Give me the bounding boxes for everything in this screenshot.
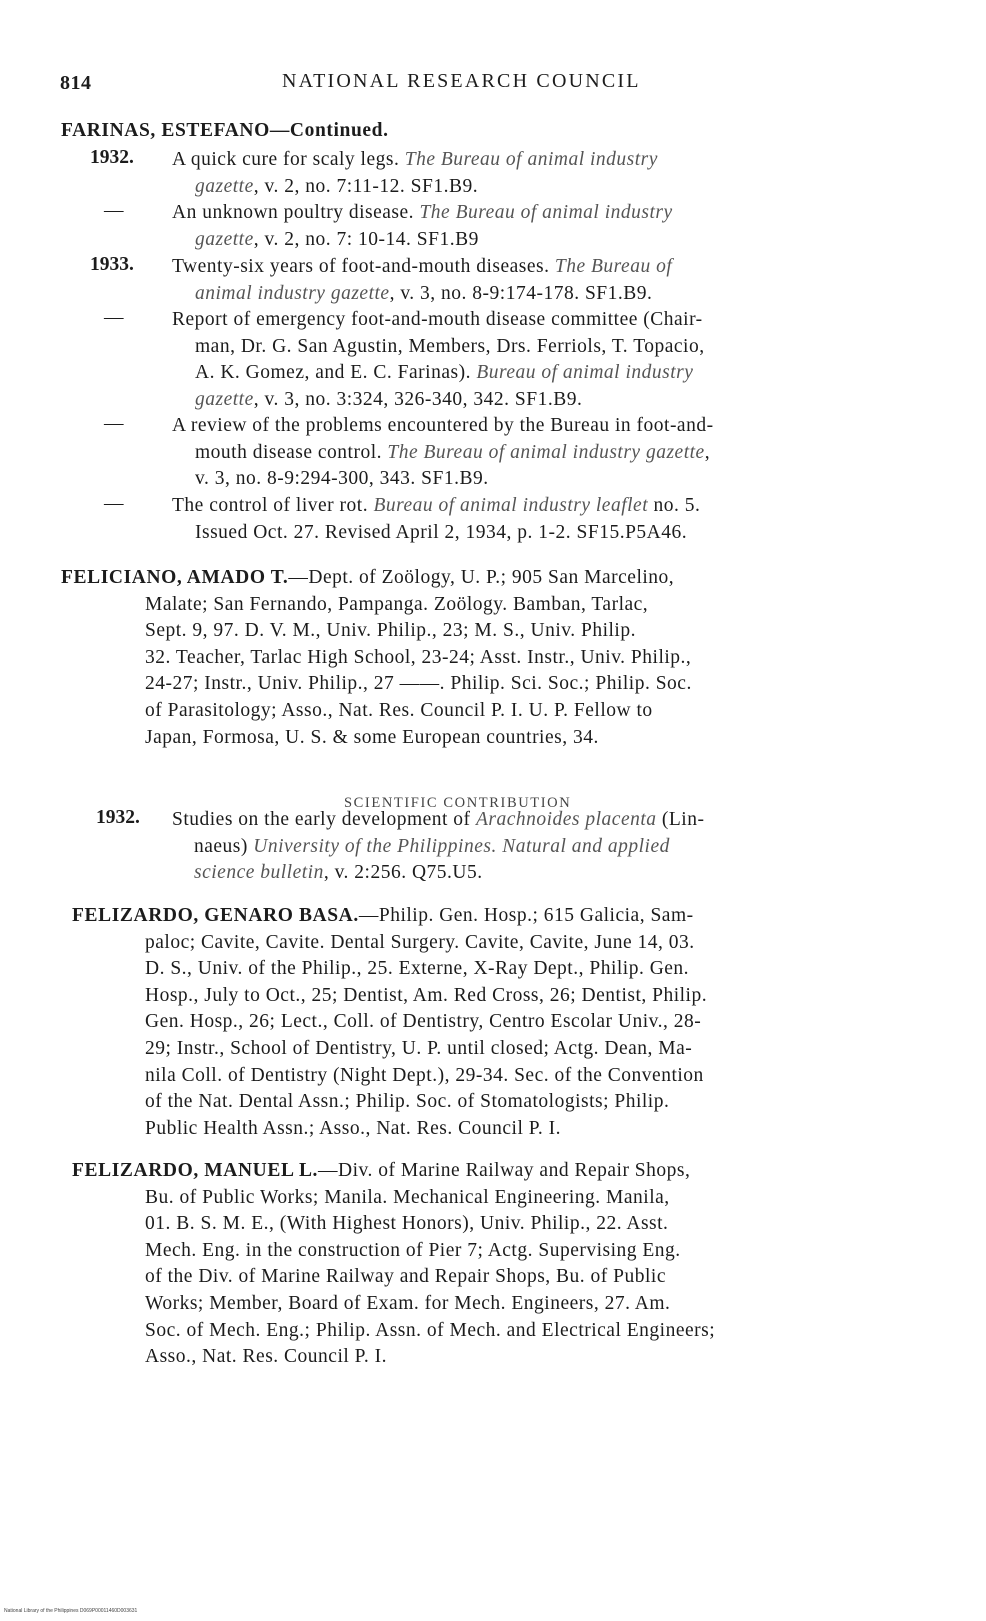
text-segment: , v. 3, no. 8-9:174-178. SF1.B9.	[389, 282, 653, 304]
text-line: v. 3, no. 8-9:294-300, 343. SF1.B9.	[195, 468, 489, 490]
publication-entry-line	[172, 307, 703, 334]
publication-entry-line	[195, 520, 687, 547]
text-line	[195, 227, 479, 254]
text-segment: Twenty-six years of foot-and-mouth diseases.	[172, 256, 555, 277]
publication-entry-line	[172, 254, 672, 281]
publication-title: The Bureau of animal industry	[419, 202, 673, 223]
text-line: Sept. 9, 97. D. V. M., Univ. Philip., 23; M. S., Univ. Philip.	[145, 620, 636, 642]
entry-felizardo-genaro	[72, 903, 908, 930]
text-segment: (Lin-	[656, 809, 705, 830]
text-line: Gen. Hosp., 26; Lect., Coll. of Dentistry, Centro Escolar Univ., 28-	[145, 1011, 702, 1033]
text-line: man, Dr. G. San Agustin, Members, Drs. Ferriols, T. Topacio,	[195, 335, 705, 357]
text-line: nila Coll. of Dentistry (Night Dept.), 29-34. Sec. of the Convention	[145, 1064, 704, 1086]
text-line: 32. Teacher, Tarlac High School, 23-24; Asst. Instr., Univ. Philip.,	[145, 646, 692, 668]
entry-text: —Div. of Marine Railway and Repair Shops,	[318, 1160, 691, 1181]
publication-title: The Bureau of	[554, 256, 673, 277]
text-line: A review of the problems encountered by the Bureau in foot-and-	[172, 415, 714, 436]
entry-line	[72, 1158, 908, 1185]
scientific-contribution	[172, 807, 908, 887]
running-title: NATIONAL RESEARCH COUNCIL	[282, 70, 641, 92]
entry-name: FELIZARDO, GENARO BASA.	[72, 905, 359, 926]
publication-title: animal industry gazette	[195, 282, 390, 304]
publication-title: The Bureau of animal industry	[404, 149, 658, 170]
entry-feliciano	[61, 565, 909, 592]
text-line: Issued Oct. 27. Revised April 2, 1934, p. 1-2. SF15.P5A46.	[195, 521, 688, 543]
text-line	[195, 387, 582, 414]
text-line: Soc. of Mech. Eng.; Philip. Assn. of Mech. and Electrical Engineers;	[145, 1319, 716, 1341]
text-segment: , v. 2:256. Q75.U5.	[323, 862, 483, 884]
publication-entry-line	[195, 174, 478, 201]
text-line	[172, 200, 673, 227]
publication-title: University of the Philippines. Natural and applied	[253, 835, 670, 857]
text-line: Public Health Assn.; Asso., Nat. Res. Council P. I.	[145, 1117, 562, 1139]
text-line: Malate; San Fernando, Pampanga. Zoölogy. Bamban, Tarlac,	[145, 593, 649, 615]
publication-title: science bulletin	[194, 862, 324, 884]
publication-year: 1933.	[90, 254, 134, 275]
publication-title: gazette	[195, 228, 254, 250]
text-line: of Parasitology; Asso., Nat. Res. Council P. I. U. P. Fellow to	[145, 699, 653, 721]
publication-title: Bureau of animal industry	[476, 362, 694, 384]
text-line	[172, 834, 908, 861]
text-line: 01. B. S. M. E., (With Highest Honors), Univ. Philip., 22. Asst.	[145, 1213, 669, 1235]
publication-entry-line	[195, 281, 652, 308]
text-segment: A quick cure for scaly legs.	[172, 149, 405, 170]
text-line: D. S., Univ. of the Philip., 25. Externe, X-Ray Dept., Philip. Gen.	[145, 958, 690, 980]
text-line	[195, 281, 652, 308]
scan-footer: National Library of the Philippines D069P00011460D003631	[4, 1608, 138, 1614]
entry-line	[61, 565, 909, 592]
text-segment: no. 5.	[648, 495, 701, 516]
entry-felizardo-manuel	[72, 1158, 908, 1185]
text-line: paloc; Cavite, Cavite. Dental Surgery. Cavite, Cavite, June 14, 03.	[145, 931, 695, 953]
publication-year: —	[104, 493, 124, 514]
publication-entry-line	[195, 466, 489, 493]
text-line	[195, 440, 710, 467]
text-segment: , v. 3, no. 3:324, 326-340, 342. SF1.B9.	[253, 388, 583, 410]
publication-entry-line	[172, 493, 700, 520]
text-line: Mech. Eng. in the construction of Pier 7; Actg. Supervising Eng.	[145, 1239, 681, 1261]
text-segment: A. K. Gomez, and E. C. Farinas).	[195, 362, 477, 384]
text-line	[172, 807, 908, 834]
text-segment: ,	[704, 441, 711, 463]
text-line: Report of emergency foot-and-mouth disease committee (Chair-	[172, 309, 703, 330]
publication-entry-line	[195, 440, 710, 467]
publication-entry-line	[172, 147, 658, 174]
entry-felizardo-manuel-body	[145, 1185, 908, 1371]
publication-year: —	[104, 200, 124, 221]
publication-title: The Bureau of animal industry gazette	[387, 441, 705, 463]
text-segment: The control of liver rot.	[172, 495, 374, 516]
publication-title: Arachnoides placenta	[475, 809, 657, 830]
text-line	[172, 147, 658, 174]
entry-name: FELIZARDO, MANUEL L.	[72, 1160, 319, 1181]
section-title: SCIENTIFIC CONTRIBUTION	[344, 795, 572, 811]
entry-text: —Philip. Gen. Hosp.; 615 Galicia, Sam-	[358, 905, 694, 926]
text-line	[195, 174, 478, 201]
text-line: Japan, Formosa, U. S. & some European countries, 34.	[145, 726, 599, 748]
entry-heading-farinas: FARINAS, ESTEFANO—Continued.	[61, 120, 389, 141]
publication-title: gazette	[195, 388, 254, 410]
publication-year: 1932.	[90, 147, 134, 168]
publication-year: —	[104, 307, 124, 328]
text-line	[195, 360, 693, 387]
text-line: Bu. of Public Works; Manila. Mechanical Engineering. Manila,	[145, 1186, 670, 1208]
text-segment: naeus)	[194, 835, 254, 857]
entry-feliciano-body	[145, 592, 909, 752]
publication-entry-line	[172, 200, 673, 227]
text-line: of the Nat. Dental Assn.; Philip. Soc. of Stomatologists; Philip.	[145, 1091, 670, 1113]
text-line	[172, 493, 700, 520]
text-line	[172, 860, 908, 887]
publication-entry-line	[195, 360, 693, 387]
page-number: 814	[60, 72, 92, 94]
text-segment: Studies on the early development of	[172, 809, 476, 830]
text-line: of the Div. of Marine Railway and Repair Shops, Bu. of Public	[145, 1266, 666, 1288]
publication-year: —	[104, 413, 124, 434]
text-line	[172, 254, 672, 281]
entry-line	[72, 903, 908, 930]
text-segment: mouth disease control.	[195, 441, 388, 463]
text-line: Works; Member, Board of Exam. for Mech. Engineers, 27. Am.	[145, 1292, 671, 1314]
text-segment: , v. 2, no. 7:11-12. SF1.B9.	[253, 175, 479, 197]
publication-entry-line	[195, 227, 479, 254]
text-line: Hosp., July to Oct., 25; Dentist, Am. Red Cross, 26; Dentist, Philip.	[145, 984, 708, 1006]
publication-title: gazette	[195, 175, 254, 197]
entry-name: FELICIANO, AMADO T.	[61, 567, 289, 588]
publication-entry-line	[195, 387, 582, 414]
publication-title: Bureau of animal industry leaflet	[373, 495, 649, 516]
publication-entry-line	[195, 334, 705, 361]
text-line: Asso., Nat. Res. Council P. I.	[145, 1346, 387, 1368]
text-line: 29; Instr., School of Dentistry, U. P. until closed; Actg. Dean, Ma-	[145, 1037, 693, 1059]
publication-entry-line	[172, 413, 714, 440]
text-line: 24-27; Instr., Univ. Philip., 27 ——. Philip. Sci. Soc.; Philip. Soc.	[145, 673, 692, 695]
contribution-year: 1932.	[96, 807, 140, 828]
entry-text: —Dept. of Zoölogy, U. P.; 905 San Marcelino,	[288, 567, 675, 588]
text-segment: An unknown poultry disease.	[172, 202, 420, 223]
text-segment: , v. 2, no. 7: 10-14. SF1.B9	[253, 228, 479, 250]
entry-felizardo-genaro-body	[145, 930, 908, 1143]
